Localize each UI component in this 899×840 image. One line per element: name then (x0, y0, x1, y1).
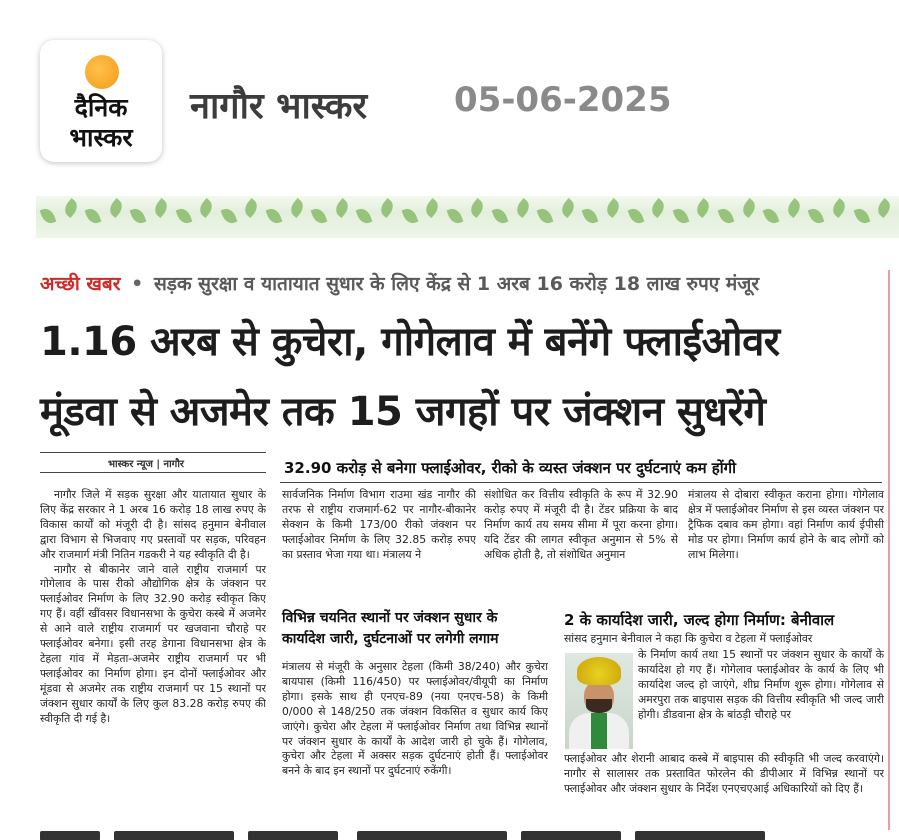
leaf-icon (537, 206, 554, 225)
leaf-icon (763, 206, 780, 225)
leaf-icon (627, 206, 644, 225)
kicker-tag: अच्छी खबर (40, 273, 121, 295)
logo-line-2: भास्कर (69, 123, 133, 152)
edition-title: नागौर भास्कर (190, 86, 368, 127)
leaf-icon (196, 198, 215, 218)
byline-rule-top (40, 452, 266, 453)
leaf-icon (808, 206, 825, 225)
leaf-icon (332, 198, 351, 218)
kicker-bullet: • (131, 273, 144, 295)
leaf-icon (718, 206, 735, 225)
section-2-heading-line-1: विभिन्न चयनित स्थानों पर जंक्शन सुधार के (282, 610, 498, 626)
section-1-column-c: मंत्रालय से दोबारा स्वीकृत कराना होगा। गोगेलाव क्षेत्र में फ्लाईओवर निर्माण से इस व्यस्त जंक्शन पर ट्रैफिक दबाव कम होगा। वहां निर्माण कार्य ईपीसी मोड पर होगा। निर्माण कार्य होने के बाद लोगों को लाभ मिलेगा। (688, 488, 884, 561)
section-1-column-b: संशोधित कर वित्तीय स्वीकृति के रूप में 32.90 करोड़ रुपए में मंजूरी दी है। टेंडर प्रक्रिया के बाद निर्माण कार्य तय समय सीमा में पूरा करना होगा। यदि टेंडर की लागत स्वीकृत अनुमान से 5% से अधिक होती है, तो संशोधित अनुमान (484, 488, 678, 561)
byline: भास्कर न्यूज | नागौर (108, 459, 184, 470)
leaf-icon (853, 206, 870, 225)
paragraph: नागौर जिले में सड़क सुरक्षा और यातायात सुधार के लिए केंद्र सरकार ने 1 अरब 16 करोड़ 18 लाख रुपए के विकास कार्यों को मंजूरी दी है। सांसद हनुमान बेनीवाल द्वारा विभाग से भिजवाए गए प्रस्तावों पर सड़क, परिवहन और राजमार्ग मंत्री नितिन गडकरी ने यह स्वीकृति दी है। (40, 488, 266, 561)
leaf-icon (401, 206, 418, 225)
leaf-icon (61, 198, 80, 218)
leaf-icon (558, 198, 577, 218)
section-1-rule (280, 482, 882, 483)
section-3-tail: फ्लाईओवर और शेरानी आबाद कस्बे में बाइपास की स्वीकृति भी जल्द करवाएंगे। नागौर से सालासर तक प्रस्तावित फोरलेन की डीपीआर में विभिन्न स्थानों पर फ्लाईओवर और जंक्शन सुधार के निर्देश एनएचएआई अधिकारियों को दिए हैं। (564, 752, 884, 795)
leaf-icon (513, 198, 532, 218)
leaf-icon (220, 206, 237, 225)
hanuman-beniwal-photo (565, 653, 633, 749)
leaf-icon (648, 198, 667, 218)
leaf-icon (829, 198, 848, 218)
section-3-lead: सांसद हनुमान बेनीवाल ने कहा कि कुचेरा व टेहला में फ्लाईओवर (564, 632, 813, 645)
article-column-1 (40, 488, 266, 822)
paragraph: नागौर से बीकानेर जाने वाले राष्ट्रीय राजमार्ग पर गोगेलाव के पास रीको औद्योगिक क्षेत्र के जंक्शन पर फ्लाईओवर निर्माण के लिए 32.90 करोड़ स्वीकृत किए गए हैं। वहीं खींवसर विधानसभा के कुचेरा कस्बे में अजमेर से आने वाले राष्ट्रीय राजमार्ग पर खजवाना चौराहे पर फ्लाईओवर बनेगा। इसी तरह डेगाना विधानसभा क्षेत्र के टेहला गांव में मेड़ता-अजमेर राष्ट्रीय राजमार्ग पर भी फ्लाईओवर का निर्माण होगा। इन दोनों फ्लाईओवर और मूंडवा से अजमेर तक राष्ट्रीय राजमार्ग पर 15 स्थानों पर जंक्शन सुधार कार्यों के लिए कुल 83.28 करोड़ रुपए की स्वीकृति दी गई है। (40, 562, 266, 725)
leaf-icon (85, 206, 102, 225)
leaf-icon (266, 206, 283, 225)
edition-date: 05-06-2025 (454, 80, 672, 120)
leaf-icon (492, 206, 509, 225)
sun-icon (85, 55, 119, 89)
leaf-icon (175, 206, 192, 225)
section-2-heading-line-2: कार्यादेश जारी, दुर्घटनाओं पर लगेगी लगाम (282, 631, 499, 647)
leaf-icon (739, 198, 758, 218)
byline-rule-bottom (40, 472, 266, 473)
section-2-body: मंत्रालय से मंजूरी के अनुसार टेहला (किमी 38/240) और कुचेरा बायपास (किमी 116/450) पर फ्लाईओवर/वीयूपी का निर्माण होगा। इसके साथ ही एनएच-89 (नया एनएच-58) के किमी 0/000 से 148/250 तक जंक्शन विकसित व सुधार कार्य किए जाएंगे। कुचेरा और टेहला में फ्लाईओवर निर्माण तथा विभिन्न स्थानों पर जंक्शन सुधार के कार्यों के आदेश जारी हो चुके हैं। गोगेलाव, कुचेरा और टेहला में अक्सर सड़क दुर्घटनाएं होती हैं। फ्लाईओवर बनने के बाद इन स्थानों पर दुर्घटनाएं रुकेंगी। (282, 660, 548, 778)
section-1-column-a: सार्वजनिक निर्माण विभाग राउमा खंड नागौर की तरफ से राष्ट्रीय राजमार्ग-62 पर नागौर-बीकानेर सेक्शन के किमी 173/00 रीको जंक्शन पर फ्लाईओवर निर्माण के लिए 32.85 करोड़ रुपए का प्रस्ताव भेजा गया था। मंत्रालय ने (282, 488, 476, 561)
leaf-icon (694, 198, 713, 218)
leaf-icon (672, 206, 689, 225)
leaf-icon (311, 206, 328, 225)
leaf-icon (287, 198, 306, 218)
headline-line-2: मूंडवा से अजमेर तक 15 जगहों पर जंक्शन सुधरेंगे (40, 389, 766, 435)
leaf-icon (130, 206, 147, 225)
logo-line-1: दैनिक (74, 93, 128, 122)
section-3-heading: 2 के कार्यादेश जारी, जल्द होगा निर्माण: बेनीवाल (564, 611, 835, 629)
dainik-bhaskar-logo (40, 40, 162, 162)
cropped-next-headline (40, 826, 890, 840)
leaf-icon (242, 198, 261, 218)
leaf-icon (151, 198, 170, 218)
leaf-icon (582, 206, 599, 225)
leaf-icon (356, 206, 373, 225)
decorative-leaf-band (36, 196, 899, 238)
leaf-icon (784, 198, 803, 218)
leaf-icon (446, 206, 463, 225)
leaf-icon (40, 206, 57, 225)
kicker-text: सड़क सुरक्षा व यातायात सुधार के लिए केंद्र से 1 अरब 16 करोड़ 18 लाख रुपए मंजूर (153, 273, 760, 295)
page-edge-line (888, 270, 890, 830)
leaf-icon (377, 198, 396, 218)
leaf-icon (874, 198, 893, 218)
leaf-icon (422, 198, 441, 218)
section-3-body: के निर्माण कार्य तथा 15 स्थानों पर जंक्शन सुधार के कार्यों के कार्यादेश हो गए हैं। गोगेलाव फ्लाईओवर के कार्य के लिए भी कार्यादेश जल्द हो जाएंगे, शीघ्र निर्माण शुरू होगा। गोगेलाव से अमरपुरा तक बाइपास सड़क की वित्तीय स्वीकृति भी जल्द जारी होगी। डीडवाना क्षेत्र के बांठड़ी चौराहे पर (638, 648, 884, 721)
section-1-heading: 32.90 करोड़ से बनेगा फ्लाईओवर, रीको के व्यस्त जंक्शन पर दुर्घटनाएं कम होंगी (284, 459, 736, 477)
leaf-icon (106, 198, 125, 218)
leaf-icon (603, 198, 622, 218)
leaf-icon (468, 198, 487, 218)
headline-line-1: 1.16 अरब से कुचेरा, गोगेलाव में बनेंगे फ्लाईओवर (40, 319, 780, 365)
kicker-line (40, 270, 759, 296)
